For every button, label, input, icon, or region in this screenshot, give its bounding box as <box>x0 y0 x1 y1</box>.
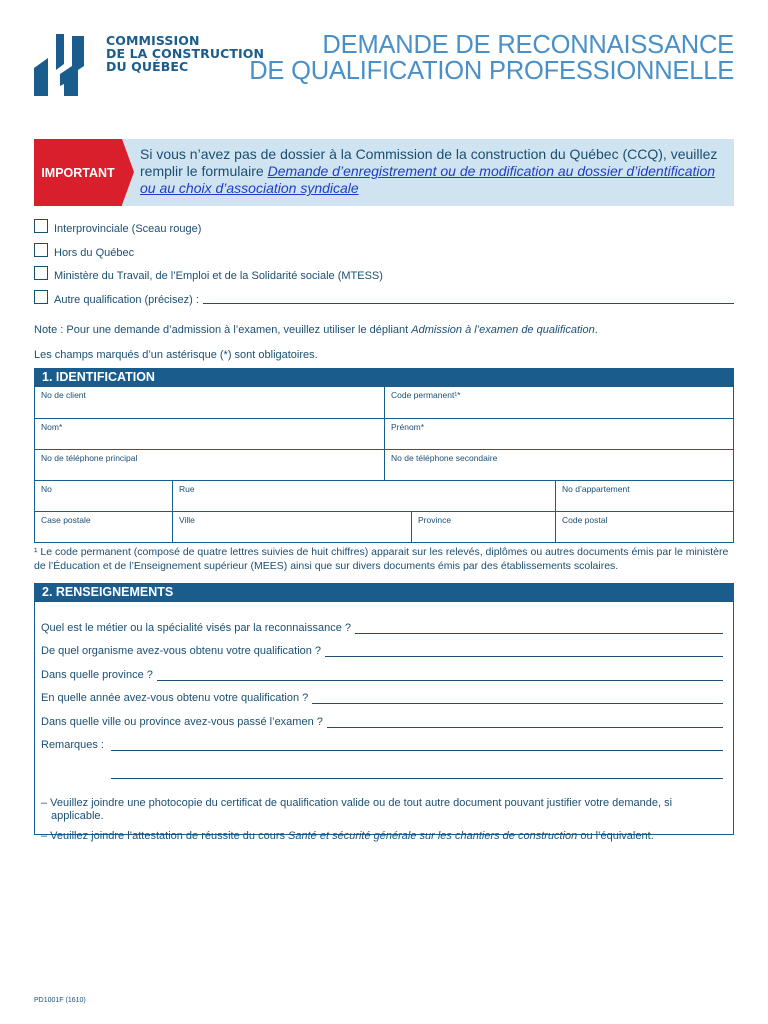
checkbox-mtess[interactable] <box>34 266 48 280</box>
question-year: En quelle année avez-vous obtenu votre qualification ? <box>41 685 723 709</box>
qualification-type-list <box>34 219 734 313</box>
client-number-field[interactable]: No de client <box>41 390 86 400</box>
year-input[interactable] <box>312 694 723 704</box>
permanent-code-footnote: ¹ Le code permanent (composé de quatre lettres suivies de huit chiffres) apparait sur les relevés, diplômes ou autres documents émis par le ministère de l’Éducation et de l’Enseignement supérieur (MEES) ainsi que sur divers documents émis par des établissements scolaires. <box>34 546 729 572</box>
check-mtess: Ministère du Travail, de l’Emploi et de la Solidarité sociale (MTESS) <box>34 266 734 290</box>
required-fields-note: Les champs marqués d’un astérisque (*) sont obligatoires. <box>34 349 318 361</box>
secondary-phone-field[interactable]: No de téléphone secondaire <box>384 450 733 480</box>
po-box-field[interactable]: Case postale <box>41 515 91 525</box>
ccq-logo-icon <box>34 34 94 96</box>
street-number-field[interactable]: No <box>41 484 52 494</box>
check-interprovinciale: Interprovinciale (Sceau rouge) <box>34 219 734 243</box>
province-field[interactable]: Province <box>411 512 555 542</box>
question-organism: De quel organisme avez-vous obtenu votre qualification ? <box>41 638 723 662</box>
important-tag: IMPORTANT <box>34 139 122 206</box>
autre-qualification-input[interactable] <box>203 290 734 304</box>
apartment-field[interactable]: No d’appartement <box>555 481 733 511</box>
attachment-instructions <box>41 797 723 843</box>
page-title: DEMANDE DE RECONNAISSANCE DE QUALIFICATION PROFESSIONNELLE <box>249 31 734 85</box>
section-identification-title: 1. IDENTIFICATION <box>34 368 734 387</box>
exam-location-input[interactable] <box>327 718 723 728</box>
important-text: Si vous n’avez pas de dossier à la Commission de la construction du Québec (CCQ), veuillez remplir le formulaire Demande d’enregistrement ou de modification au dossier d’identification ou au choix d’association syndicale <box>140 146 718 196</box>
question-remarks: Remarques : <box>41 732 723 756</box>
first-name-field[interactable]: Prénom* <box>384 419 733 449</box>
question-trade: Quel est le métier ou la spécialité visés par la reconnaissance ? <box>41 614 723 638</box>
street-field[interactable]: Rue <box>172 481 555 511</box>
document-reference: PD1001F (1610) <box>34 997 86 1004</box>
bullet-certificate: – Veuillez joindre une photocopie du certificat de qualification valide ou de tout autre document pouvant justifier votre demande, si applicable. <box>41 796 673 822</box>
identification-grid <box>34 387 734 543</box>
remarks-input[interactable] <box>111 741 723 751</box>
section-renseignements-title: 2. RENSEIGNEMENTS <box>34 583 734 602</box>
important-banner <box>34 139 734 206</box>
remarks-input-line2[interactable] <box>111 755 723 779</box>
organism-input[interactable] <box>325 647 723 657</box>
trade-input[interactable] <box>355 624 723 634</box>
checkbox-autre[interactable] <box>34 290 48 304</box>
city-field[interactable]: Ville <box>172 512 411 542</box>
main-phone-field[interactable]: No de téléphone principal <box>41 453 138 463</box>
province-input[interactable] <box>157 671 723 681</box>
checkbox-hors-quebec[interactable] <box>34 243 48 257</box>
postal-code-field[interactable]: Code postal <box>555 512 733 542</box>
bullet-attestation: – Veuillez joindre l’attestation de réussite du cours Santé et sécurité générale sur les chantiers de construction ou l’équivalent. <box>41 829 654 842</box>
org-name: COMMISSION DE LA CONSTRUCTION DU QUÉBEC <box>106 33 265 74</box>
check-autre: Autre qualification (précisez) : <box>34 290 734 314</box>
permanent-code-field[interactable]: Code permanent¹* <box>384 387 733 418</box>
exam-note: Note : Pour une demande d’admission à l’examen, veuillez utiliser le dépliant Admission à l’examen de qualification. <box>34 324 598 336</box>
last-name-field[interactable]: Nom* <box>41 422 63 432</box>
question-exam-location: Dans quelle ville ou province avez-vous passé l’examen ? <box>41 708 723 732</box>
renseignements-box <box>34 602 734 842</box>
checkbox-interprovinciale[interactable] <box>34 219 48 233</box>
check-hors-quebec: Hors du Québec <box>34 243 734 267</box>
registration-form-link[interactable]: Demande d’enregistrement ou de modification au dossier d’identification ou au choix d’association syndicale <box>140 163 716 196</box>
question-province: Dans quelle province ? <box>41 661 723 685</box>
arrow-right-icon <box>122 139 134 205</box>
